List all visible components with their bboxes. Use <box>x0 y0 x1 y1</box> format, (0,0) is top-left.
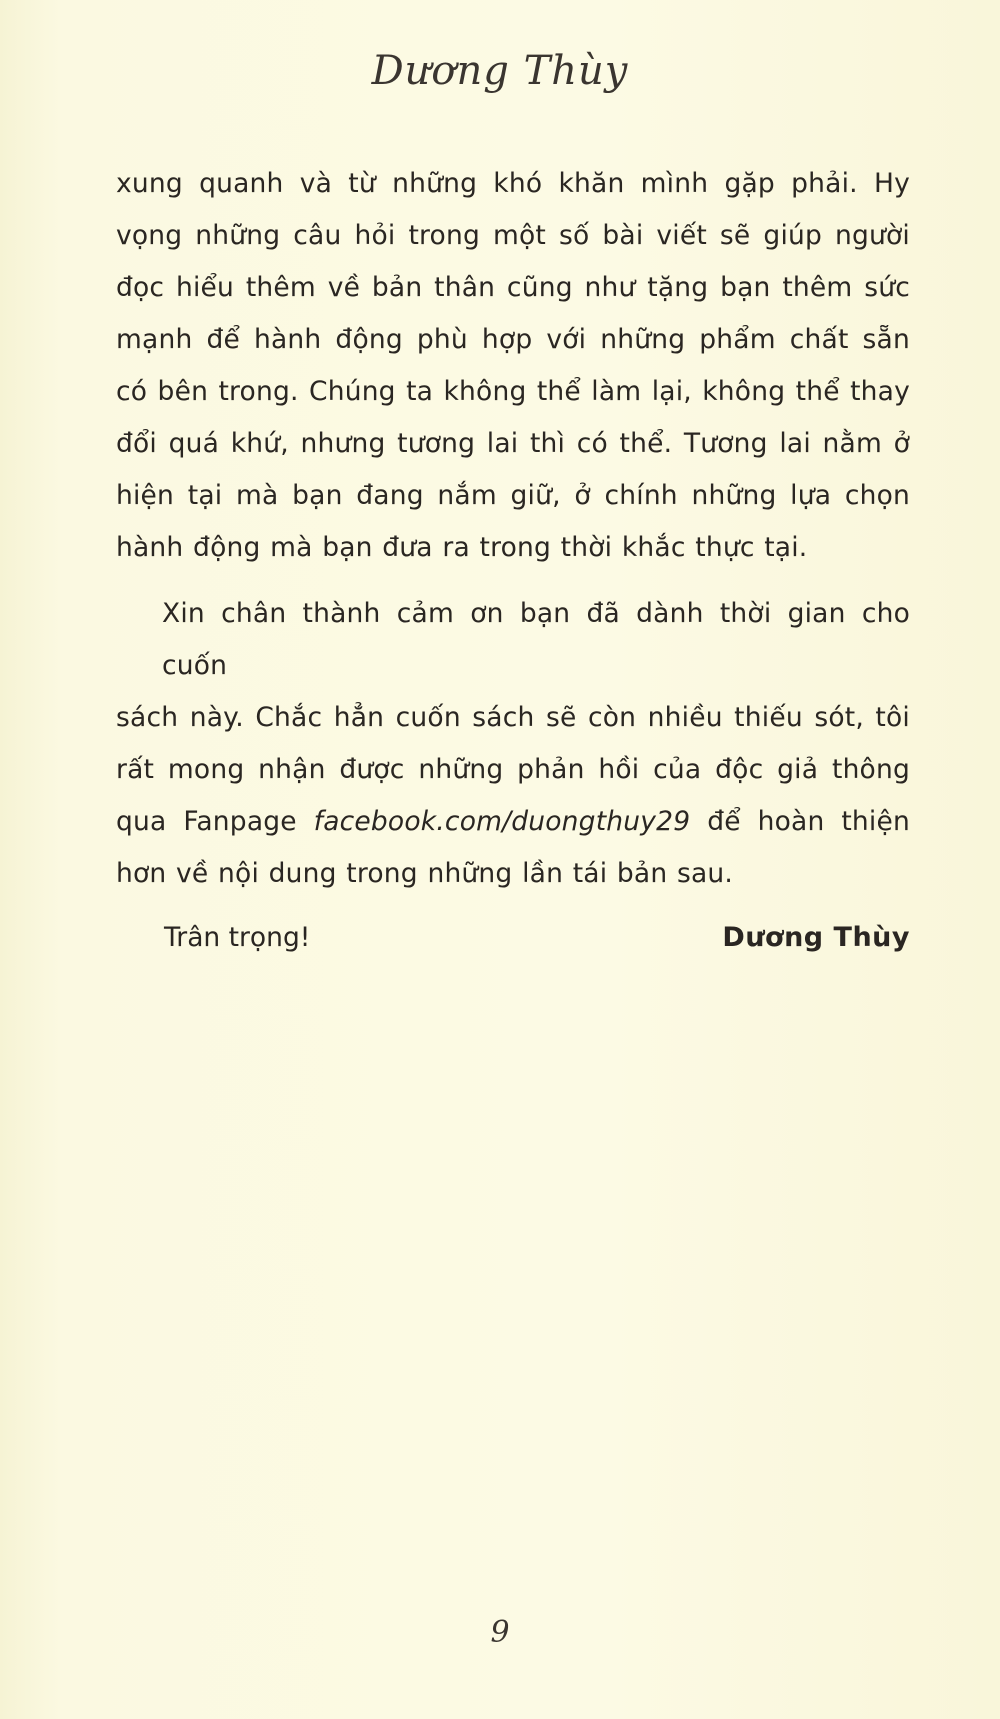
paragraph-line: hành động mà bạn đưa ra trong thời khắc thực tại. <box>116 532 808 563</box>
paragraph-line: Xin chân thành cảm ơn bạn đã dành thời gian cho cuốn <box>162 598 910 681</box>
running-header: Dương Thùy <box>371 48 629 94</box>
paragraph-line: có bên trong. Chúng ta không thể làm lại, không thể thay <box>116 376 910 407</box>
paragraph-1 <box>116 158 910 574</box>
paragraph-line: đọc hiểu thêm về bản thân cũng như tặng bạn thêm sức <box>116 272 910 303</box>
fanpage-link: facebook.com/duongthuy29 <box>313 806 691 837</box>
paragraph-line: sách này. Chắc hẳn cuốn sách sẽ còn nhiều thiếu sót, tôi <box>116 702 910 733</box>
paragraph-2 <box>116 588 910 900</box>
paragraph-line: rất mong nhận được những phản hồi của độc giả thông <box>116 754 910 785</box>
page-body <box>116 158 910 964</box>
closing-salutation: Trân trọng! <box>164 922 311 953</box>
paragraph-line-with-link <box>116 796 910 848</box>
paragraph-spacer <box>116 574 910 588</box>
paragraph-line: mạnh để hành động phù hợp với những phẩm chất sẵn <box>116 324 910 355</box>
author-signature: Dương Thùy <box>722 922 910 953</box>
paragraph-text: để hoàn thiện <box>690 806 910 837</box>
paragraph-line: xung quanh và từ những khó khăn mình gặp phải. Hy <box>116 168 910 199</box>
paragraph-line: đổi quá khứ, nhưng tương lai thì có thể. Tương lai nằm ở <box>116 428 910 459</box>
paragraph-line: hiện tại mà bạn đang nắm giữ, ở chính những lựa chọn <box>116 480 910 511</box>
paragraph-text: qua Fanpage <box>116 806 314 837</box>
paragraph-line: hơn về nội dung trong những lần tái bản sau. <box>116 858 734 889</box>
paragraph-line: vọng những câu hỏi trong một số bài viết sẽ giúp người <box>116 220 910 251</box>
page-number: 9 <box>490 1615 510 1650</box>
